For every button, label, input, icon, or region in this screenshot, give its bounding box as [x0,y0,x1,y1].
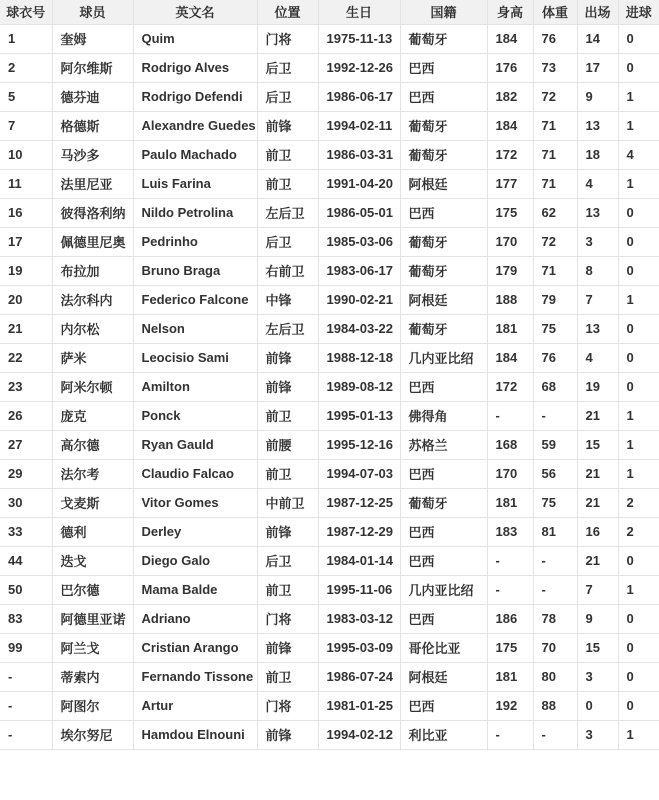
cell-height: 170 [487,227,533,256]
cell-height: 181 [487,488,533,517]
cell-birthday: 1990-02-21 [318,285,400,314]
cell-birthday: 1995-12-16 [318,430,400,459]
cell-jersey-number: 50 [0,575,52,604]
cell-position: 前卫 [257,140,318,169]
cell-english-name: Nildo Petrolina [133,198,257,227]
cell-birthday: 1995-11-06 [318,575,400,604]
cell-player-name: 奎姆 [52,24,133,53]
cell-nationality: 阿根廷 [400,662,487,691]
cell-height: 179 [487,256,533,285]
col-header-position: 位置 [257,0,318,24]
cell-nationality: 巴西 [400,546,487,575]
cell-player-name: 佩德里尼奥 [52,227,133,256]
cell-weight: - [533,546,577,575]
cell-weight: 78 [533,604,577,633]
cell-english-name: Adriano [133,604,257,633]
cell-nationality: 葡萄牙 [400,488,487,517]
cell-english-name: Luis Farina [133,169,257,198]
cell-appearances: 15 [577,430,618,459]
cell-player-name: 阿图尔 [52,691,133,720]
cell-position: 后卫 [257,227,318,256]
cell-weight: 81 [533,517,577,546]
cell-nationality: 阿根廷 [400,285,487,314]
cell-height: - [487,575,533,604]
table-row [0,169,659,198]
cell-goals: 0 [618,633,659,662]
cell-jersey-number: 17 [0,227,52,256]
table-row [0,401,659,430]
cell-goals: 0 [618,256,659,285]
cell-jersey-number: 20 [0,285,52,314]
cell-position: 后卫 [257,546,318,575]
cell-jersey-number: 23 [0,372,52,401]
table-row [0,82,659,111]
cell-jersey-number: 30 [0,488,52,517]
cell-height: 186 [487,604,533,633]
cell-weight: 75 [533,314,577,343]
cell-jersey-number: 5 [0,82,52,111]
cell-english-name: Mama Balde [133,575,257,604]
cell-weight: 79 [533,285,577,314]
cell-jersey-number: 21 [0,314,52,343]
cell-position: 中锋 [257,285,318,314]
table-row [0,459,659,488]
cell-player-name: 埃尔努尼 [52,720,133,749]
cell-nationality: 几内亚比绍 [400,343,487,372]
cell-weight: 70 [533,633,577,662]
cell-birthday: 1994-07-03 [318,459,400,488]
cell-jersey-number: - [0,691,52,720]
cell-goals: 4 [618,140,659,169]
cell-height: - [487,546,533,575]
cell-birthday: 1986-05-01 [318,198,400,227]
cell-english-name: Nelson [133,314,257,343]
table-row [0,488,659,517]
cell-jersey-number: 2 [0,53,52,82]
cell-english-name: Fernando Tissone [133,662,257,691]
cell-english-name: Vitor Gomes [133,488,257,517]
cell-weight: 73 [533,53,577,82]
cell-position: 前锋 [257,343,318,372]
cell-position: 门将 [257,604,318,633]
cell-position: 前锋 [257,372,318,401]
cell-weight: 62 [533,198,577,227]
cell-jersey-number: 99 [0,633,52,662]
cell-nationality: 葡萄牙 [400,24,487,53]
cell-player-name: 内尔松 [52,314,133,343]
cell-height: 184 [487,343,533,372]
cell-position: 前卫 [257,575,318,604]
cell-nationality: 葡萄牙 [400,111,487,140]
cell-position: 左后卫 [257,314,318,343]
cell-appearances: 3 [577,720,618,749]
cell-jersey-number: 7 [0,111,52,140]
cell-position: 后卫 [257,53,318,82]
cell-player-name: 蒂索内 [52,662,133,691]
table-row [0,720,659,749]
table-row [0,314,659,343]
col-header-goals: 进球 [618,0,659,24]
cell-goals: 1 [618,169,659,198]
cell-position: 前锋 [257,111,318,140]
cell-english-name: Bruno Braga [133,256,257,285]
cell-jersey-number: 83 [0,604,52,633]
cell-birthday: 1995-03-09 [318,633,400,662]
cell-weight: 71 [533,111,577,140]
cell-appearances: 16 [577,517,618,546]
cell-birthday: 1984-03-22 [318,314,400,343]
table-row [0,24,659,53]
table-body [0,24,659,749]
cell-appearances: 19 [577,372,618,401]
cell-english-name: Rodrigo Defendi [133,82,257,111]
cell-jersey-number: 19 [0,256,52,285]
cell-english-name: Pedrinho [133,227,257,256]
cell-appearances: 13 [577,111,618,140]
cell-height: 168 [487,430,533,459]
cell-english-name: Federico Falcone [133,285,257,314]
cell-position: 后卫 [257,82,318,111]
cell-appearances: 13 [577,314,618,343]
cell-appearances: 21 [577,459,618,488]
cell-appearances: 8 [577,256,618,285]
cell-height: 188 [487,285,533,314]
cell-jersey-number: - [0,720,52,749]
cell-weight: 71 [533,256,577,285]
cell-height: 177 [487,169,533,198]
cell-jersey-number: 27 [0,430,52,459]
cell-appearances: 21 [577,488,618,517]
cell-jersey-number: - [0,662,52,691]
col-header-nationality: 国籍 [400,0,487,24]
table-row [0,256,659,285]
cell-height: 175 [487,198,533,227]
table-row [0,575,659,604]
cell-weight: 76 [533,343,577,372]
cell-height: 170 [487,459,533,488]
cell-player-name: 德利 [52,517,133,546]
cell-goals: 1 [618,459,659,488]
cell-player-name: 阿尔维斯 [52,53,133,82]
cell-player-name: 巴尔德 [52,575,133,604]
cell-birthday: 1983-06-17 [318,256,400,285]
cell-birthday: 1986-06-17 [318,82,400,111]
cell-player-name: 布拉加 [52,256,133,285]
cell-jersey-number: 29 [0,459,52,488]
cell-nationality: 巴西 [400,517,487,546]
col-header-jersey-number: 球衣号 [0,0,52,24]
cell-jersey-number: 1 [0,24,52,53]
cell-birthday: 1984-01-14 [318,546,400,575]
table-row [0,546,659,575]
cell-height: 172 [487,372,533,401]
cell-birthday: 1987-12-25 [318,488,400,517]
cell-weight: 71 [533,140,577,169]
cell-player-name: 阿德里亚诺 [52,604,133,633]
cell-player-name: 萨米 [52,343,133,372]
col-header-appearances: 出场 [577,0,618,24]
cell-nationality: 巴西 [400,691,487,720]
cell-position: 前锋 [257,633,318,662]
cell-english-name: Quim [133,24,257,53]
cell-position: 右前卫 [257,256,318,285]
cell-english-name: Rodrigo Alves [133,53,257,82]
cell-jersey-number: 33 [0,517,52,546]
cell-player-name: 庞克 [52,401,133,430]
cell-birthday: 1994-02-11 [318,111,400,140]
cell-goals: 2 [618,517,659,546]
cell-english-name: Leocisio Sami [133,343,257,372]
cell-goals: 1 [618,720,659,749]
cell-player-name: 马沙多 [52,140,133,169]
table-row [0,285,659,314]
cell-goals: 1 [618,82,659,111]
cell-weight: 88 [533,691,577,720]
cell-appearances: 9 [577,82,618,111]
cell-birthday: 1988-12-18 [318,343,400,372]
cell-appearances: 3 [577,227,618,256]
cell-birthday: 1992-12-26 [318,53,400,82]
cell-weight: 59 [533,430,577,459]
cell-height: 183 [487,517,533,546]
cell-goals: 1 [618,111,659,140]
cell-goals: 0 [618,546,659,575]
cell-position: 前卫 [257,459,318,488]
cell-appearances: 21 [577,546,618,575]
table-row [0,140,659,169]
cell-height: 184 [487,111,533,140]
cell-player-name: 迭戈 [52,546,133,575]
cell-nationality: 巴西 [400,82,487,111]
cell-goals: 1 [618,575,659,604]
cell-nationality: 葡萄牙 [400,140,487,169]
cell-player-name: 彼得洛利纳 [52,198,133,227]
cell-birthday: 1983-03-12 [318,604,400,633]
cell-nationality: 佛得角 [400,401,487,430]
cell-goals: 0 [618,691,659,720]
table-row [0,198,659,227]
cell-birthday: 1995-01-13 [318,401,400,430]
cell-nationality: 苏格兰 [400,430,487,459]
cell-weight: 71 [533,169,577,198]
table-row [0,604,659,633]
cell-height: 181 [487,314,533,343]
cell-weight: 56 [533,459,577,488]
table-row [0,53,659,82]
cell-birthday: 1987-12-29 [318,517,400,546]
cell-birthday: 1989-08-12 [318,372,400,401]
cell-player-name: 法尔科内 [52,285,133,314]
cell-goals: 0 [618,198,659,227]
cell-appearances: 13 [577,198,618,227]
cell-english-name: Artur [133,691,257,720]
table-header [0,0,659,24]
cell-nationality: 葡萄牙 [400,314,487,343]
cell-jersey-number: 16 [0,198,52,227]
cell-appearances: 14 [577,24,618,53]
cell-birthday: 1981-01-25 [318,691,400,720]
col-header-player: 球员 [52,0,133,24]
cell-nationality: 利比亚 [400,720,487,749]
cell-birthday: 1991-04-20 [318,169,400,198]
cell-height: - [487,401,533,430]
cell-jersey-number: 11 [0,169,52,198]
cell-weight: 68 [533,372,577,401]
cell-english-name: Diego Galo [133,546,257,575]
cell-position: 前腰 [257,430,318,459]
cell-goals: 2 [618,488,659,517]
cell-height: 176 [487,53,533,82]
cell-position: 前锋 [257,720,318,749]
cell-weight: - [533,401,577,430]
cell-weight: - [533,720,577,749]
cell-appearances: 17 [577,53,618,82]
cell-appearances: 18 [577,140,618,169]
cell-goals: 1 [618,430,659,459]
cell-height: 182 [487,82,533,111]
cell-goals: 0 [618,662,659,691]
cell-birthday: 1994-02-12 [318,720,400,749]
cell-position: 中前卫 [257,488,318,517]
cell-position: 前卫 [257,169,318,198]
col-header-birthday: 生日 [318,0,400,24]
cell-appearances: 9 [577,604,618,633]
cell-nationality: 几内亚比绍 [400,575,487,604]
cell-goals: 0 [618,53,659,82]
header-row [0,0,659,24]
cell-player-name: 戈麦斯 [52,488,133,517]
cell-jersey-number: 44 [0,546,52,575]
cell-goals: 1 [618,401,659,430]
cell-nationality: 巴西 [400,372,487,401]
cell-appearances: 4 [577,343,618,372]
table-row [0,227,659,256]
cell-birthday: 1986-07-24 [318,662,400,691]
cell-appearances: 21 [577,401,618,430]
cell-position: 门将 [257,691,318,720]
cell-player-name: 高尔德 [52,430,133,459]
cell-weight: 72 [533,227,577,256]
table-row [0,111,659,140]
cell-player-name: 法里尼亚 [52,169,133,198]
cell-height: - [487,720,533,749]
cell-height: 175 [487,633,533,662]
cell-birthday: 1986-03-31 [318,140,400,169]
cell-english-name: Amilton [133,372,257,401]
cell-birthday: 1985-03-06 [318,227,400,256]
cell-appearances: 7 [577,575,618,604]
cell-jersey-number: 22 [0,343,52,372]
cell-goals: 0 [618,314,659,343]
cell-position: 前卫 [257,662,318,691]
cell-english-name: Hamdou Elnouni [133,720,257,749]
cell-goals: 0 [618,24,659,53]
cell-nationality: 巴西 [400,53,487,82]
cell-height: 181 [487,662,533,691]
cell-nationality: 巴西 [400,604,487,633]
cell-position: 前卫 [257,401,318,430]
cell-weight: 76 [533,24,577,53]
cell-player-name: 法尔考 [52,459,133,488]
cell-jersey-number: 10 [0,140,52,169]
cell-player-name: 德芬迪 [52,82,133,111]
cell-height: 172 [487,140,533,169]
cell-nationality: 哥伦比亚 [400,633,487,662]
cell-english-name: Ponck [133,401,257,430]
cell-height: 192 [487,691,533,720]
cell-goals: 0 [618,343,659,372]
cell-goals: 0 [618,227,659,256]
cell-english-name: Derley [133,517,257,546]
cell-height: 184 [487,24,533,53]
cell-position: 门将 [257,24,318,53]
cell-weight: 75 [533,488,577,517]
table-row [0,372,659,401]
cell-english-name: Ryan Gauld [133,430,257,459]
col-header-weight: 体重 [533,0,577,24]
table-row [0,633,659,662]
table-row [0,517,659,546]
table-row [0,430,659,459]
cell-nationality: 葡萄牙 [400,227,487,256]
cell-appearances: 0 [577,691,618,720]
table-row [0,662,659,691]
cell-player-name: 阿米尔顿 [52,372,133,401]
cell-jersey-number: 26 [0,401,52,430]
cell-nationality: 巴西 [400,459,487,488]
cell-english-name: Alexandre Guedes [133,111,257,140]
cell-weight: 72 [533,82,577,111]
cell-position: 左后卫 [257,198,318,227]
cell-position: 前锋 [257,517,318,546]
cell-appearances: 15 [577,633,618,662]
col-header-height: 身高 [487,0,533,24]
cell-weight: 80 [533,662,577,691]
cell-nationality: 葡萄牙 [400,256,487,285]
cell-birthday: 1975-11-13 [318,24,400,53]
cell-weight: - [533,575,577,604]
cell-nationality: 阿根廷 [400,169,487,198]
col-header-english-name: 英文名 [133,0,257,24]
cell-nationality: 巴西 [400,198,487,227]
cell-goals: 0 [618,604,659,633]
table-row [0,343,659,372]
cell-player-name: 阿兰戈 [52,633,133,662]
cell-goals: 1 [618,285,659,314]
cell-english-name: Paulo Machado [133,140,257,169]
table-row [0,691,659,720]
cell-player-name: 格德斯 [52,111,133,140]
cell-english-name: Cristian Arango [133,633,257,662]
cell-english-name: Claudio Falcao [133,459,257,488]
cell-goals: 0 [618,372,659,401]
cell-appearances: 7 [577,285,618,314]
cell-appearances: 3 [577,662,618,691]
cell-appearances: 4 [577,169,618,198]
